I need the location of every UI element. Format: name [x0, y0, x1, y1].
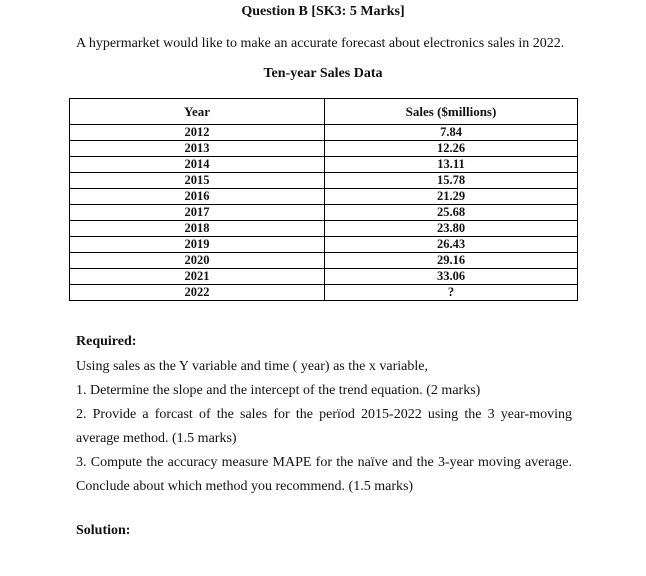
year-cell: 2018: [70, 221, 325, 237]
table-row: [70, 205, 578, 221]
question-title: Question B [SK3: 5 Marks]: [241, 4, 405, 19]
sales-cell: 12.26: [325, 141, 578, 157]
year-cell: 2012: [70, 125, 325, 141]
sales-cell: ?: [325, 285, 578, 301]
year-cell: 2013: [70, 141, 325, 157]
year-header: Year: [70, 99, 325, 125]
year-cell: 2015: [70, 173, 325, 189]
table-row: [70, 125, 578, 141]
table-row: [70, 269, 578, 285]
year-cell: 2020: [70, 253, 325, 269]
sales-table: [69, 98, 578, 301]
required-heading: Required:: [76, 334, 137, 349]
year-cell: 2016: [70, 189, 325, 205]
year-cell: 2014: [70, 157, 325, 173]
required-item-3: 3. Compute the accuracy measure MAPE for the naïve and the 3-year moving average. Conclude about which method you recommend. (1.5 marks): [76, 455, 572, 494]
question-intro: A hypermarket would like to make an accurate forecast about electronics sales in 2022.: [76, 36, 565, 51]
sales-cell: 7.84: [325, 125, 578, 141]
table-row: [70, 285, 578, 301]
sales-header: Sales ($millions): [325, 99, 578, 125]
table-row: [70, 237, 578, 253]
solution-heading: Solution:: [76, 523, 131, 538]
table-row: [70, 173, 578, 189]
sales-cell: 26.43: [325, 237, 578, 253]
table-row: [70, 253, 578, 269]
year-cell: 2022: [70, 285, 325, 301]
required-item-2: 2. Provide a forcast of the sales for the perïod 2015-2022 using the 3 year-moving average method. (1.5 marks): [76, 407, 572, 446]
required-item-1: 1. Determine the slope and the intercept of the trend equation. (2 marks): [76, 383, 481, 398]
table-row: [70, 157, 578, 173]
year-cell: 2021: [70, 269, 325, 285]
sales-cell: 23.80: [325, 221, 578, 237]
table-body: [70, 125, 578, 301]
year-cell: 2019: [70, 237, 325, 253]
sales-cell: 13.11: [325, 157, 578, 173]
sales-cell: 25.68: [325, 205, 578, 221]
table-header-row: [70, 99, 578, 125]
sales-cell: 21.29: [325, 189, 578, 205]
sales-cell: 29.16: [325, 253, 578, 269]
table-row: [70, 189, 578, 205]
table-title: Ten-year Sales Data: [263, 66, 383, 81]
table-row: [70, 221, 578, 237]
year-cell: 2017: [70, 205, 325, 221]
sales-cell: 33.06: [325, 269, 578, 285]
sales-cell: 15.78: [325, 173, 578, 189]
required-line-intro: Using sales as the Y variable and time ( year) as the x variable,: [76, 359, 428, 374]
table-row: [70, 141, 578, 157]
